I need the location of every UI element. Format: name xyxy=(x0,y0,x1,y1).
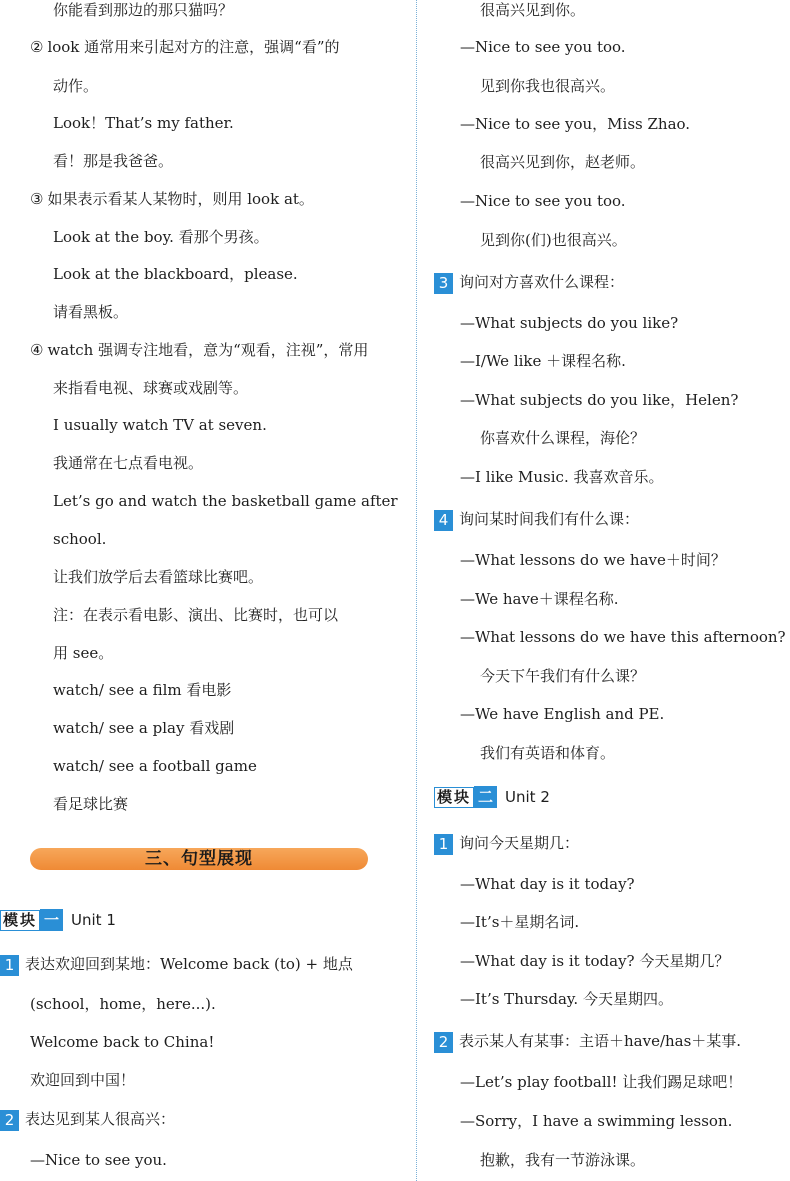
sentence-heading: 2 表达见到某人很高兴： xyxy=(0,1108,175,1130)
text-line: 欢迎回到中国！ xyxy=(30,1071,136,1089)
text-line: ④ watch 强调专注地看，意为“观看，注视”，常用 xyxy=(30,341,369,359)
text-line: —Let’s play football! 让我们踢足球吧！ xyxy=(460,1073,743,1091)
sentence-heading: 4 询问某时间我们有什么课： xyxy=(434,508,639,530)
unit-title: Unit 1 xyxy=(71,911,116,929)
text-line: 很高兴见到你，赵老师。 xyxy=(480,153,646,171)
unit-title: Unit 2 xyxy=(505,788,550,806)
text-line: —We have＋课程名称. xyxy=(460,590,619,608)
text-line: 注：在表示看电影、演出、比赛时，也可以 xyxy=(53,606,339,624)
sentence-heading: 1 询问今天星期几： xyxy=(434,832,579,854)
text-line: 来指看电视、球赛或戏剧等。 xyxy=(53,379,249,397)
text-line: ③ 如果表示看某人某物时，则用 look at。 xyxy=(30,190,314,208)
sentence-heading: 3 询问对方喜欢什么课程： xyxy=(434,271,624,293)
text-line: —Nice to see you，Miss Zhao. xyxy=(460,115,691,133)
text-line: 抱歉，我有一节游泳课。 xyxy=(480,1151,646,1169)
text-line: 我们有英语和体育。 xyxy=(480,744,616,762)
text-line: watch/ see a film 看电影 xyxy=(53,681,232,699)
text-line: I usually watch TV at seven. xyxy=(53,416,267,434)
module-label: 模块 xyxy=(0,910,40,931)
text-line: 请看黑板。 xyxy=(53,303,129,321)
text-line: school. xyxy=(53,530,107,548)
text-line: 今天下午我们有什么课？ xyxy=(480,667,646,685)
text-line: 看足球比赛 xyxy=(53,795,129,813)
text-line: —What day is it today? 今天星期几？ xyxy=(460,952,730,970)
number-badge: 1 xyxy=(434,834,453,855)
text-line: 见到你(们)也很高兴。 xyxy=(480,231,627,249)
text-line: —Nice to see you too. xyxy=(460,38,626,56)
text-line: 看！那是我爸爸。 xyxy=(53,152,174,170)
text-line: —It’s＋星期名词. xyxy=(460,913,580,931)
text-line: —I/We like ＋课程名称. xyxy=(460,352,626,370)
text-line: ② look 通常用来引起对方的注意，强调“看”的 xyxy=(30,38,340,56)
text-line: 让我们放学后去看篮球比赛吧。 xyxy=(53,568,264,586)
text-line: Let’s go and watch the basketball game after xyxy=(53,492,398,510)
text-line: —What subjects do you like，Helen? xyxy=(460,391,739,409)
section-banner: 三、句型展现 xyxy=(30,848,368,870)
sentence-heading: 1 表达欢迎回到某地：Welcome back (to) + 地点 xyxy=(0,953,353,975)
sentence-heading: 2 表示某人有某事：主语＋have/has＋某事. xyxy=(434,1030,741,1052)
module-label: 模块 xyxy=(434,787,474,808)
text-line: (school，home，here...). xyxy=(30,995,216,1013)
text-line: 你喜欢什么课程，海伦？ xyxy=(480,429,646,447)
number-badge: 1 xyxy=(0,955,19,976)
text-line: 用 see。 xyxy=(53,644,114,662)
module-header xyxy=(434,786,550,808)
item-number: ③ xyxy=(30,190,44,208)
text-line: 动作。 xyxy=(53,77,99,95)
module-number: 二 xyxy=(474,786,497,808)
text-line: —We have English and PE. xyxy=(460,705,665,723)
text-line: —What day is it today? xyxy=(460,875,635,893)
text-line: —What lessons do we have this afternoon? xyxy=(460,628,786,646)
text-line: 你能看到那边的那只猫吗？ xyxy=(53,1,234,19)
item-number: ④ xyxy=(30,341,44,359)
module-number: 一 xyxy=(40,909,63,931)
text-line: —I like Music. 我喜欢音乐。 xyxy=(460,468,664,486)
text-line: Look at the boy. 看那个男孩。 xyxy=(53,228,269,246)
text-line: —Nice to see you. xyxy=(30,1151,167,1169)
text-line: 见到你我也很高兴。 xyxy=(480,77,616,95)
text-line: Look！That’s my father. xyxy=(53,114,234,132)
text-line: Look at the blackboard，please. xyxy=(53,265,298,283)
text-line: watch/ see a play 看戏剧 xyxy=(53,719,235,737)
text-line: Welcome back to China! xyxy=(30,1033,215,1051)
number-badge: 2 xyxy=(0,1110,19,1131)
text-line: —Sorry，I have a swimming lesson. xyxy=(460,1112,733,1130)
text-line: —It’s Thursday. 今天星期四。 xyxy=(460,990,673,1008)
number-badge: 4 xyxy=(434,510,453,531)
item-number: ② xyxy=(30,38,44,56)
text-line: watch/ see a football game xyxy=(53,757,257,775)
text-line: —What subjects do you like? xyxy=(460,314,679,332)
number-badge: 3 xyxy=(434,273,453,294)
text-line: 我通常在七点看电视。 xyxy=(53,454,204,472)
column-divider xyxy=(416,0,417,1181)
text-line: 很高兴见到你。 xyxy=(480,1,586,19)
number-badge: 2 xyxy=(434,1032,453,1053)
module-header xyxy=(0,909,116,931)
text-line: —What lessons do we have＋时间？ xyxy=(460,551,726,569)
text-line: —Nice to see you too. xyxy=(460,192,626,210)
